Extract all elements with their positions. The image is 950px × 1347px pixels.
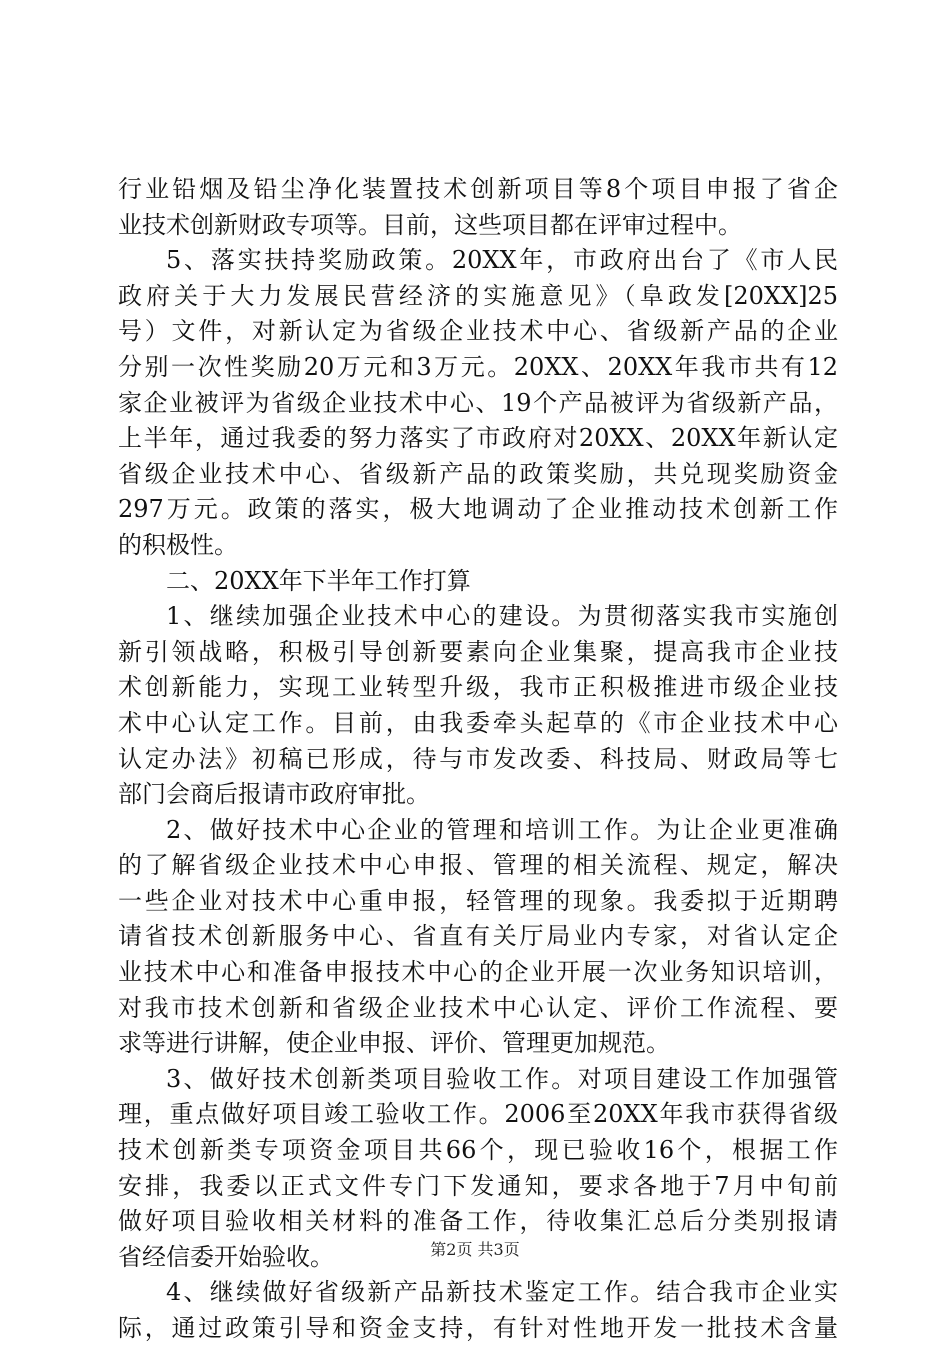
- text-line: 4、继续做好省级新产品新技术鉴定工作。结合我市企业实: [166, 1278, 838, 1307]
- text-line: 理，重点做好项目竣工验收工作。2006至20XX年我市获得省级: [118, 1100, 838, 1129]
- text-line: 一些企业对技术中心重申报，轻管理的现象。我委拟于近期聘: [118, 886, 838, 915]
- text-line: 对我市技术创新和省级企业技术中心认定、评价工作流程、要: [118, 993, 838, 1022]
- text-line: 省经信委开始验收。: [118, 1242, 334, 1271]
- text-line: 做好项目验收相关材料的准备工作，待收集汇总后分类别报请: [118, 1207, 838, 1236]
- text-line: 省级企业技术中心、省级新产品的政策奖励，共兑现奖励资金: [118, 459, 838, 488]
- text-line: 的积极性。: [118, 530, 238, 559]
- text-line: 新引领战略，积极引导创新要素向企业集聚，提高我市企业技: [118, 637, 838, 666]
- text-line: 际，通过政策引导和资金支持，有针对性地开发一批技术含量: [118, 1314, 838, 1342]
- text-line: 1、继续加强企业技术中心的建设。为贯彻落实我市实施创: [166, 602, 838, 631]
- text-line: 术中心认定工作。目前，由我委牵头起草的《市企业技术中心: [118, 708, 838, 737]
- text-line: 3、做好技术创新类项目验收工作。对项目建设工作加强管: [166, 1064, 838, 1093]
- text-line: 号）文件，对新认定为省级企业技术中心、省级新产品的企业: [118, 317, 838, 346]
- page-number-footer: 第2页 共3页: [430, 1240, 520, 1259]
- text-line: 业技术中心和准备申报技术中心的企业开展一次业务知识培训，: [118, 958, 838, 987]
- text-line: 技术创新类专项资金项目共66个，现已验收16个，根据工作: [118, 1136, 838, 1165]
- text-line: 政府关于大力发展民营经济的实施意见》（阜政发[20XX]25: [118, 281, 838, 310]
- text-line: 行业铅烟及铅尘净化装置技术创新项目等8个项目申报了省企: [118, 175, 838, 203]
- text-line: 业技术创新财政专项等。目前，这些项目都在评审过程中。: [118, 210, 742, 239]
- text-line: 请省技术创新服务中心、省直有关厅局业内专家，对省认定企: [118, 922, 838, 951]
- text-line: 上半年，通过我委的努力落实了市政府对20XX、20XX年新认定: [118, 424, 838, 453]
- text-line: 2、做好技术中心企业的管理和培训工作。为让企业更准确: [166, 815, 838, 844]
- text-line: 297万元。政策的落实，极大地调动了企业推动技术创新工作: [118, 495, 838, 524]
- text-line: 认定办法》初稿已形成，待与市发改委、科技局、财政局等七: [118, 744, 838, 773]
- text-line: 分别一次性奖励20万元和3万元。20XX、20XX年我市共有12: [118, 352, 838, 381]
- text-line: 5、落实扶持奖励政策。20XX年，市政府出台了《市人民: [166, 246, 838, 275]
- text-line: 求等进行讲解，使企业申报、评价、管理更加规范。: [118, 1029, 670, 1058]
- text-line: 二、20XX年下半年工作打算: [166, 566, 471, 595]
- text-line: 安排，我委以正式文件专门下发通知，要求各地于7月中旬前: [118, 1171, 838, 1200]
- text-line: 家企业被评为省级企业技术中心、19个产品被评为省级新产品，: [118, 388, 838, 417]
- text-line: 的了解省级企业技术中心申报、管理的相关流程、规定，解决: [118, 851, 838, 880]
- text-line: 部门会商后报请市政府审批。: [118, 780, 430, 809]
- text-line: 术创新能力，实现工业转型升级，我市正积极推进市级企业技: [118, 673, 838, 702]
- document-body: [118, 172, 838, 1347]
